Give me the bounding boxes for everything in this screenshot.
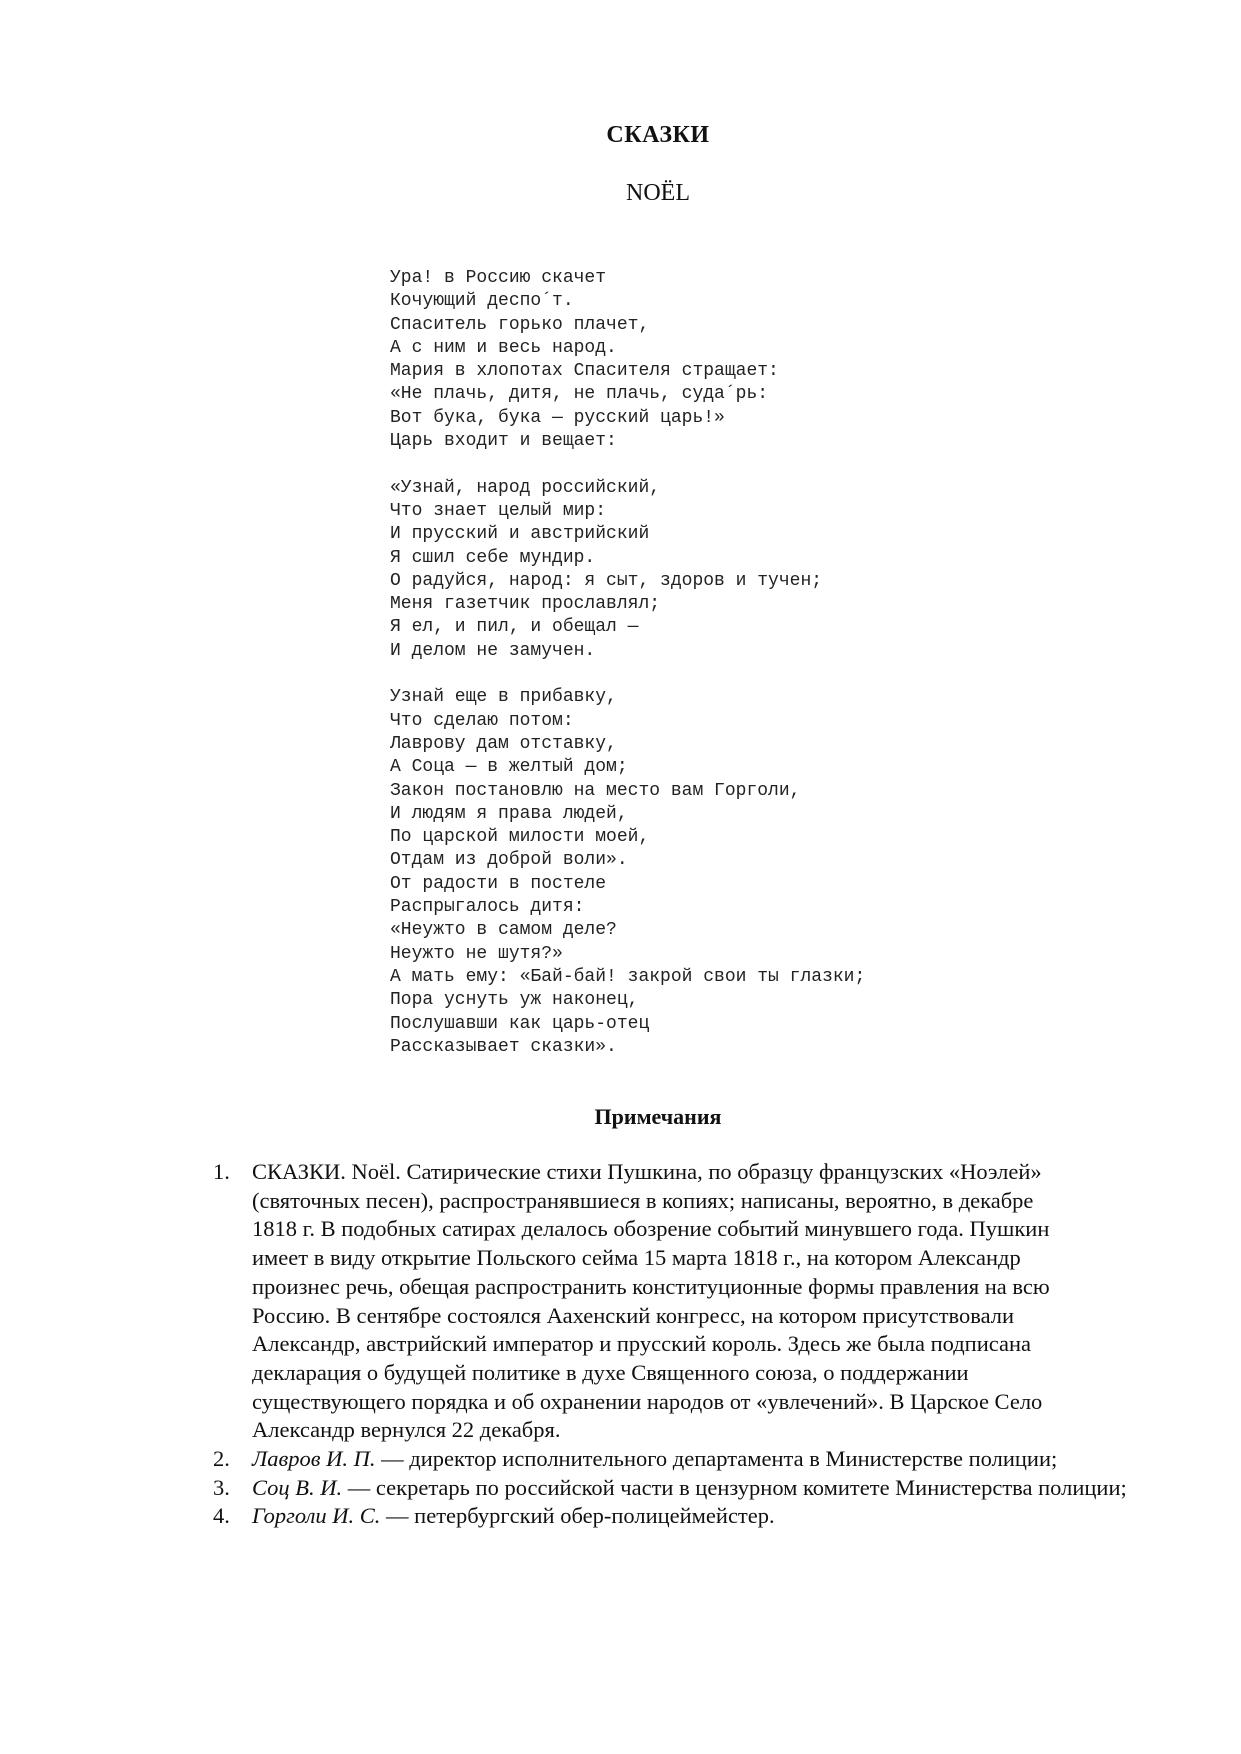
poem-line: Рассказывает сказки».: [390, 1036, 617, 1057]
note-number: 1.: [213, 1159, 230, 1184]
note-line: имеет в виду открытие Польского сейма 15 марта 1818 г., на котором Александр: [252, 1245, 1021, 1271]
poem-line: По царской милости моей,: [390, 827, 650, 848]
poem-line: Я сшил себе мундир.: [390, 547, 596, 568]
note-number: 3.: [213, 1474, 230, 1500]
note-description: — директор исполнительного департамента в Министерстве полиции;: [375, 1446, 1058, 1472]
note-description: — секретарь по российской части в цензурном комитете Министерства полиции;: [342, 1474, 1127, 1500]
poem-line: А мать ему: «Бай-бай! закрой свои ты глазки;: [390, 966, 866, 987]
poem-line: «Не плачь, дитя, не плачь, суда´рь:: [390, 384, 769, 405]
note-line: Россию. В сентябре состоялся Аахенский конгресс, на котором присутствовали: [252, 1302, 1015, 1328]
poem-line: «Неужто в самом деле?: [390, 920, 617, 941]
poem-line: Вот бука, бука — русский царь!»: [390, 407, 725, 428]
note-line: СКАЗКИ. Noël. Сатирические стихи Пушкина, по образцу французских «Ноэлей»: [252, 1159, 1042, 1184]
note-line: (святочных песен), распространявшиеся в копиях; написаны, вероятно, в декабре: [252, 1187, 1034, 1213]
note-text: [252, 1445, 1160, 1474]
poem-line: И людям я права людей,: [390, 803, 628, 824]
poem-line: О радуйся, народ: я сыт, здоров и тучен;: [390, 570, 823, 591]
poem-line: И прусский и австрийский: [390, 524, 650, 545]
poem-line: Неужто не шутя?»: [390, 943, 563, 964]
note-line: существующего порядка и об охранении народов от «увлечений». В Царское Село: [252, 1388, 1043, 1414]
poem-line: Что знает целый мир:: [390, 500, 607, 521]
note-text: [252, 1502, 1160, 1531]
note-item-1: [200, 1158, 1160, 1445]
note-number: 4.: [213, 1503, 230, 1529]
note-number: 2.: [213, 1446, 230, 1472]
note-line: 1818 г. В подобных сатирах делалось обозрение событий минувшего года. Пушкин: [252, 1216, 1050, 1242]
note-line: произнес речь, обещая распространить конституционные формы правления на всю: [252, 1273, 1050, 1299]
poem-line: Что сделаю потом:: [390, 710, 574, 731]
poem-line: Послушавши как царь-отец: [390, 1013, 650, 1034]
page-title: СКАЗКИ: [606, 122, 710, 148]
poem-line: От радости в постеле: [390, 873, 607, 894]
note-person-name: Горголи И. С.: [252, 1503, 381, 1529]
poem-line: Я ел, и пил, и обещал —: [390, 617, 639, 638]
note-item-2: [200, 1445, 1160, 1474]
poem-line: Спаситель горько плачет,: [390, 314, 650, 335]
poem-line: Лаврову дам отставку,: [390, 733, 617, 754]
note-text: [252, 1158, 1160, 1445]
note-description: — петербургский обер-полицеймейстер.: [380, 1503, 775, 1529]
poem-line: Ура! в Россию скачет: [390, 268, 607, 288]
poem-line: Закон постановлю на место вам Горголи,: [390, 780, 801, 801]
poem: [390, 267, 1090, 1059]
poem-line: Меня газетчик прославлял;: [390, 594, 661, 615]
poem-line: И делом не замучен.: [390, 640, 596, 661]
note-item-4: [200, 1502, 1160, 1531]
page-subtitle: NOËL: [626, 180, 690, 206]
poem-line: Пора уснуть уж наконец,: [390, 990, 639, 1011]
note-line: декларация о будущей политике в духе Священного союза, о поддержании: [252, 1359, 969, 1385]
notes-heading: Примечания: [594, 1104, 722, 1129]
poem-line: Кочующий деспо´т.: [390, 291, 574, 312]
poem-stanza-2: [390, 477, 1090, 663]
notes-list: [200, 1158, 1160, 1531]
note-person-name: Соц В. И.: [252, 1474, 343, 1500]
poem-line: Отдам из доброй воли».: [390, 850, 628, 871]
note-item-3: [200, 1474, 1160, 1503]
poem-line: А Соца — в желтый дом;: [390, 757, 628, 778]
poem-line: Мария в хлопотах Спасителя стращает:: [390, 361, 779, 382]
note-person-name: Лавров И. П.: [252, 1446, 376, 1472]
poem-line: Узнай еще в прибавку,: [390, 687, 617, 708]
poem-line: Распрыгалось дитя:: [390, 897, 585, 918]
note-text: [252, 1474, 1160, 1503]
poem-line: Царь входит и вещает:: [390, 431, 617, 452]
note-line: Александр вернулся 22 декабря.: [252, 1417, 561, 1443]
poem-stanza-3: [390, 686, 1090, 1059]
note-line: Александр, австрийский император и прусский король. Здесь же была подписана: [252, 1331, 1032, 1357]
poem-stanza-1: [390, 267, 1090, 453]
poem-line: «Узнай, народ российский,: [390, 477, 661, 498]
poem-line: А с ним и весь народ.: [390, 337, 617, 358]
